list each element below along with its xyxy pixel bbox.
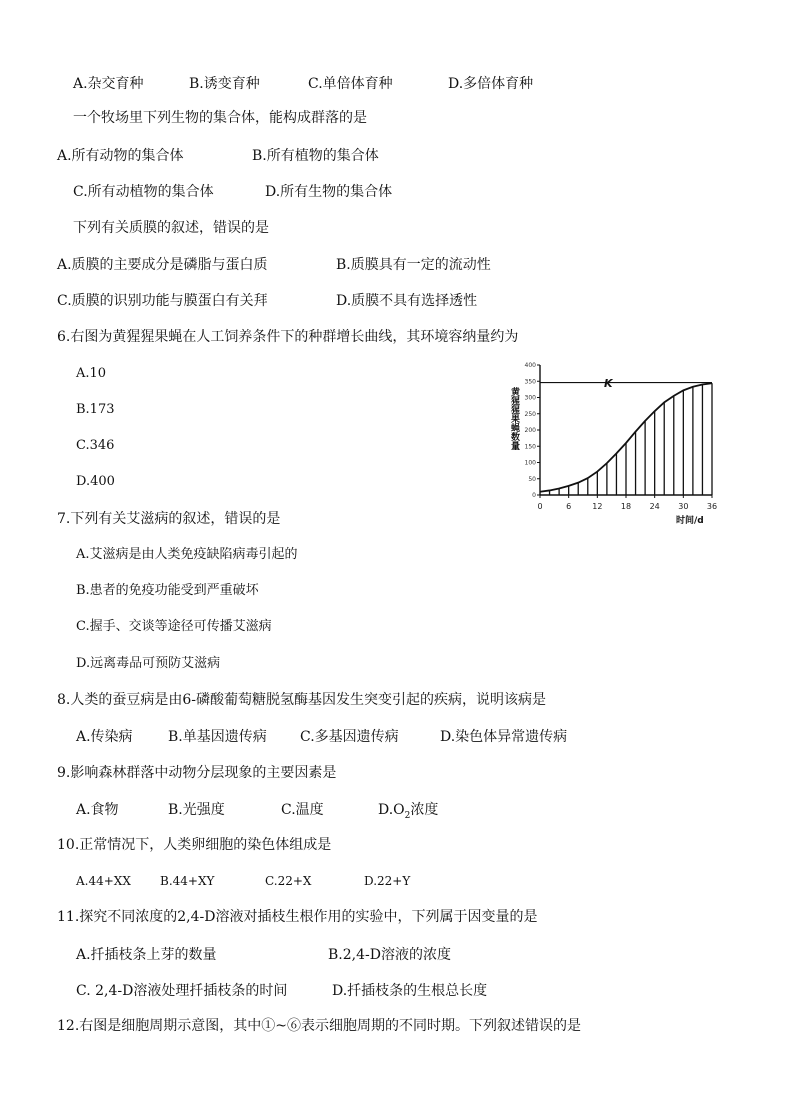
option-a: A.所有动物的集合体 [57, 148, 184, 164]
question-stem: 一个牧场里下列生物的集合体，能构成群落的是 [73, 110, 367, 126]
option-a: A.扦插枝条上芽的数量 [76, 947, 217, 963]
option-d: D.所有生物的集合体 [265, 184, 393, 200]
option-c: C.单倍体育种 [308, 76, 393, 92]
question-stem: 7.下列有关艾滋病的叙述，错误的是 [57, 511, 281, 527]
option-c: C.温度 [281, 802, 324, 818]
option-c: C.所有动植物的集合体 [73, 184, 214, 200]
option-d: D.染色体异常遗传病 [440, 729, 568, 745]
option-d: D.质膜不具有选择透性 [336, 293, 478, 309]
option-c: C.质膜的识别功能与膜蛋白有关拜 [57, 293, 268, 309]
option-d: D.400 [76, 474, 115, 489]
option-b: B.44+XY [160, 874, 215, 888]
option-b: B.所有植物的集合体 [252, 148, 379, 164]
option-c: C.22+X [265, 874, 312, 888]
option-a: A.杂交育种 [73, 76, 144, 92]
question-stem: 9.影响森林群落中动物分层现象的主要因素是 [57, 765, 337, 781]
option-a: A.艾滋病是由人类免疫缺陷病毒引起的 [76, 547, 298, 562]
y-tick-label: 250 [524, 410, 536, 418]
x-tick-label: 18 [620, 502, 632, 511]
option-b: B.单基因遗传病 [168, 729, 267, 745]
option-b: B.光强度 [168, 802, 225, 818]
x-tick-label: 30 [678, 502, 689, 511]
y-tick-label: 200 [524, 427, 536, 434]
y-tick-label: 50 [528, 475, 536, 483]
option-d: D.多倍体育种 [448, 76, 534, 92]
y-tick-label: 150 [524, 443, 536, 451]
y-axis-label: 黄猩猩果蝇数量 [509, 387, 519, 450]
x-axis-label: 时间/d [676, 516, 704, 526]
question-stem: 8.人类的蚕豆病是由6-磷酸葡萄糖脱氢酶基因发生突变引起的疾病，说明该病是 [57, 692, 546, 708]
k-label: K [604, 377, 613, 390]
x-tick-label: 0 [537, 502, 543, 511]
option-d: D.22+Y [364, 874, 411, 888]
option-d: D.远离毒品可预防艾滋病 [76, 656, 221, 671]
option-a: A.食物 [76, 802, 119, 818]
y-tick-label: 100 [524, 459, 536, 467]
x-tick-label: 6 [566, 502, 572, 511]
x-tick-label: 24 [649, 502, 660, 511]
option-b: B.2,4-D溶液的浓度 [328, 947, 451, 963]
x-tick-label: 36 [706, 502, 718, 511]
x-tick-label: 12 [592, 502, 603, 511]
option-d: $D.O_2$浓度 [378, 802, 439, 821]
y-tick-label: 400 [524, 362, 536, 369]
option-c: C.多基因遗传病 [300, 729, 399, 745]
question-stem: 12.右图是细胞周期示意图，其中①~⑥表示细胞周期的不同时期。下列叙述错误的是 [57, 1018, 581, 1034]
option-a: A.10 [76, 366, 107, 381]
y-tick-label: 300 [524, 394, 536, 402]
option-c: C.346 [76, 438, 115, 453]
population-growth-chart [508, 357, 720, 529]
question-stem: 11.探究不同浓度的2,4-D溶液对插枝生根作用的实验中，下列属于因变量的是 [57, 909, 538, 925]
option-b: B.质膜具有一定的流动性 [336, 257, 491, 273]
option-b: B.诱变育种 [189, 76, 260, 92]
option-c: C. 2,4-D溶液处理扦插枝条的时间 [76, 983, 288, 999]
y-tick-label: 0 [532, 492, 536, 499]
option-b: B.患者的免疫功能受到严重破坏 [76, 583, 259, 598]
y-tick-label: 350 [524, 378, 536, 386]
option-a: A.质膜的主要成分是磷脂与蛋白质 [57, 257, 268, 273]
option-a: A.44+XX [76, 874, 131, 888]
option-c: C.握手、交谈等途径可传播艾滋病 [76, 619, 272, 634]
question-stem: 10.正常情况下，人类卵细胞的染色体组成是 [57, 837, 332, 853]
option-d: D.扦插枝条的生根总长度 [332, 983, 488, 999]
option-b: B.173 [76, 402, 115, 417]
question-stem: 6.右图为黄猩猩果蝇在人工饲养条件下的种群增长曲线，其环境容纳量约为 [57, 329, 519, 345]
question-stem: 下列有关质膜的叙述，错误的是 [73, 220, 269, 236]
option-a: A.传染病 [76, 729, 133, 745]
